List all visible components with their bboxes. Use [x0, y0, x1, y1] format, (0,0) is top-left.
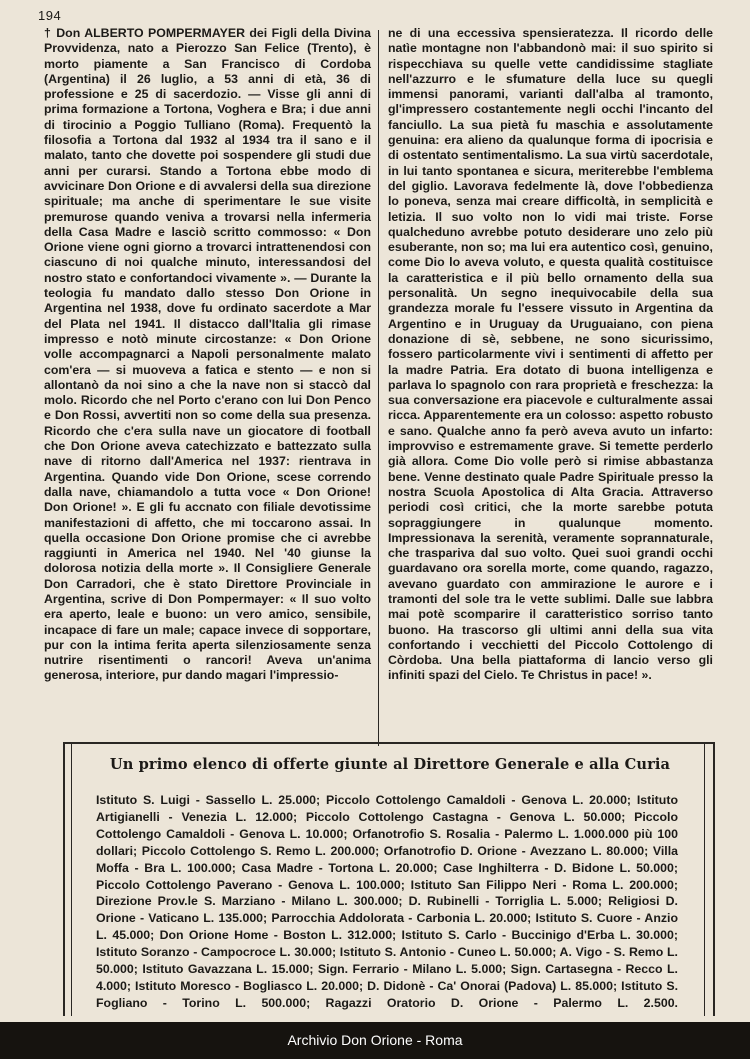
- offerte-frame-top: [64, 742, 714, 744]
- offerte-frame-right-inner: [704, 742, 705, 1016]
- obituary-text-right: ne di una eccessiva spensieratezza. Il ricordo delle natìe montagne non l'abbandonò mai: il suo spirito si rispecchiava su quelle vette candidissime stagliate nell'azzurro e le sfumature della luce su quegli immensi panorami, varianti dall'alba al tramonto, gl'impressero costantemente negli occhi l'incanto del fanciullo. La sua pietà fu maschia e assolutamente genuina: era alieno da qualunque forma di ipocrisia e di ostentato sentimentalismo. La sua virtù sacerdotale, in lui tanto spontanea e sicura, meriterebbe l'emblema del giglio. Lavorava fedelmente là, dove l'obbedienza lo poneva, senza mai creare difficoltà, in semplicità e letizia. Il suo volto non lo vidi mai triste. Forse qualcheduno avrebbe potuto desiderare uno zelo più esuberante, non so; ma lui era autentico così, genuino, come Dio lo aveva voluto, e questa qualità costituisce la caratteristica e il più bello ornamento della sua personalità. Un segno inequivocabile della sua grandezza morale fu l'essere vissuto in Argentina da Argentino e in Uruguay da Uruguaiano, con piena donazione di sè, sebbene, ne sono sicurissimo, fossero particolarmente vivi i sentimenti di affetto per la madre Patria. Era dotato di buona intelligenza e parlava lo spagnolo con rara proprietà e freschezza: la sua conversazione era piacevole e culturalmente assai ricca. Apparentemente era un colosso: aspetto robusto e sano. Qualche anno fa però aveva avuto un infarto: improvviso e estremamente grave. Si temette perderlo già allora. Come Dio volle però si rimise abbastanza bene. Venne destinato quale Padre Spirituale presso la nostra Scuola Apostolica di Alta Gracia. Attraverso periodi così critici, che la morte sarebbe potuta sopraggiungere in qualunque momento. Impressionava la serenità, veramente soprannaturale, che traspariva dal suo volto. Quei suoi grandi occhi guardavano ora sorella morte, come quando, ragazzo, avevano guardato con ammirazione le aurore e i tramonti del sole tra le vette sublimi. Dalle sue labbra mai potè scomparire il caratteristico sorriso tanto buono. Ha trascorso gli ultimi anni della sua vita confortando i vecchietti del Piccolo Cottolengo di Còrdoba. Una bella piattaforma di lancio verso gli infiniti spazi del Cielo. Te Christus in pace! ».: [388, 26, 713, 683]
- page-number: 194: [38, 8, 62, 23]
- offerte-frame-left-outer: [63, 742, 65, 1016]
- obituary-right-column: [388, 26, 713, 684]
- offerte-frame-left-inner: [71, 742, 72, 1016]
- offerte-title: Un primo elenco di offerte giunte al Direttore Generale e alla Curia: [109, 756, 671, 773]
- obituary-text-left: † Don ALBERTO POMPERMAYER dei Figli della Divina Provvidenza, nato a Pierozzo San Felice (Trento), è morto piamente a San Francisco di Cordoba (Argentina) il 26 luglio, a 53 anni di età, 36 di professione e 25 di sacerdozio. — Visse gli anni di prima formazione a Tortona, Voghera e Bra; i due anni di tirocinio a Poggio Tulliano (Roma). Frequentò la filosofia a Tortona dal 1932 al 1934 tra il sano e il malato, tanto che dovette poi sospendere gli studi due anni per curarsi. Stando a Tortona ebbe modo di avvicinare Don Orione e di avvalersi della sua direzione spirituale; ma anche di sperimentare le sue visite premurose quando veniva a trovarsi nella infermeria della Casa Madre e lasciò scritto commosso: « Don Orione viene ogni giorno a trovarci intrattenendosi con ciascuno di noi qualche minuto, interessandosi del nostro stato e confortandoci vivamente ». — Durante la teologia fu mandato dallo stesso Don Orione in Argentina nel 1938, dove fu ordinato sacerdote a Mar del Plata nel 1941. Il distacco dall'Italia gli rimase impresso e notò minute circostanze: « Don Orione volle accompagnarci a Napoli personalmente malato com'era — si muoveva a fatica e stento — e non si allontanò da noi sino a che la nave non si staccò dal molo. Ricordo che nel Porto c'erano con lui Don Penco e Don Rossi, avvertiti non so come della sua presenza. Ricordo che c'era sulla nave un giocatore di football che Don Orione aveva catechizzato e battezzato sulla nave di ritorno dall'America nel 1937: rientrava in Argentina. Quando vide Don Orione, scese correndo dalla nave, chiamandolo a tutta voce « Don Orione! Don Orione! ». E gli fu accnato con filiale devotissime manifestazioni di affetto, che mi toccarono assai. In quella occasione Don Orione promise che ci avrebbe raggiunti in America nel 1940. Nel '40 giunse la dolorosa notizia della morte ». Il Consigliere Generale Don Carradori, che è stato Direttore Provinciale in Argentina, scrive di Don Pompermayer: « Il suo volto era aperto, leale e buono: un vero amico, sensibile, incapace di fare un male; capace invece di sopportare, pur con la intima ferita aperta silenziosamente senza nutrire risentimenti o rancori! Aveva un'anima generosa, interiore, pur dando magari l'impressio-: [44, 26, 371, 683]
- archive-caption: Archivio Don Orione - Roma: [287, 1032, 463, 1048]
- obituary-left-column: [44, 26, 371, 684]
- column-divider: [378, 30, 379, 746]
- offerte-list: Istituto S. Luigi - Sassello L. 25.000; Piccolo Cottolengo Camaldoli - Genova L. 20.000; Istituto Artigianelli - Venezia L. 12.000; Piccolo Cottolengo Castagna - Genova L. 50.000; Piccolo Cottolengo Camaldoli - Genova L. 10.000; Orfanotrofio S. Rosalia - Palermo L. 1.000.000 più 100 dollari; Piccolo Cottolengo S. Remo L. 200.000; Orfanotrofio D. Orione - Avezzano L. 80.000; Villa Moffa - Bra L. 100.000; Casa Madre - Tortona L. 20.000; Case Inghilterra - D. Bidone L. 50.000; Piccolo Cottolengo Paverano - Genova L. 100.000; Istituto San Filippo Neri - Roma L. 200.000; Direzione Prov.le S. Marziano - Milano L. 300.000; D. Rubinelli - Torriglia L. 5.000; Religiosi D. Orione - Vaticano L. 135.000; Parrocchia Addolorata - Carbonia L. 20.000; Istituto S. Cuore - Anzio L. 45.000; Don Orione Home - Boston L. 312.000; Istituto S. Carlo - Buccinigo d'Erba L. 30.000; Istituto Soranzo - Campocroce L. 30.000; Istituto S. Antonio - Cuneo L. 50.000; A. Vigo - S. Remo L. 50.000; Istituto Gavazzana L. 15.000; Sign. Ferrario - Milano L. 5.000; Sign. Cartasegna - Recco L. 4.000; Istituto Moresco - Bogliasco L. 20.000; D. Didonè - Ca' Onorai (Padova) L. 85.000; Istituto S. Fogliano - Torino L. 500.000; Ragazzi Oratorio D. Orione - Palermo L. 2.500.: [96, 793, 678, 1010]
- offerte-frame-right-outer: [713, 742, 715, 1016]
